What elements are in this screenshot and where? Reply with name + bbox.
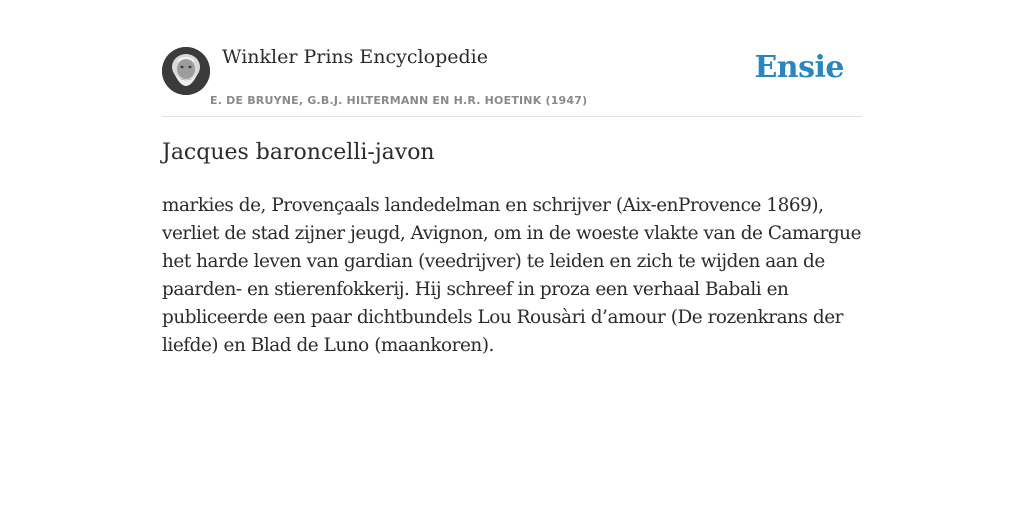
ensie-logo[interactable]: Ensie	[754, 50, 844, 85]
avatar[interactable]	[162, 47, 210, 95]
article-title: Jacques baroncelli-javon	[162, 140, 435, 165]
source-title[interactable]: Winkler Prins Encyclopedie	[222, 46, 488, 68]
source-header	[162, 44, 862, 117]
article-body: markies de, Provençaals landedelman en schrijver (Aix-enProvence 1869), verliet de stad zijner jeugd, Avignon, om in de woeste vlakte van de Camargue het harde leven van gardian (veedrijver) te leiden en zich te wijden aan de paarden- en stierenfokkerij. Hij schreef in proza een verhaal Babali en publiceerde een paar dichtbundels Lou Rousàri d’amour (De rozenkrans der liefde) en Blad de Luno (maankoren).	[162, 195, 862, 356]
source-authors: E. DE BRUYNE, G.B.J. HILTERMANN EN H.R. HOETINK (1947)	[210, 94, 588, 107]
bearded-man-portrait-icon	[162, 47, 210, 95]
